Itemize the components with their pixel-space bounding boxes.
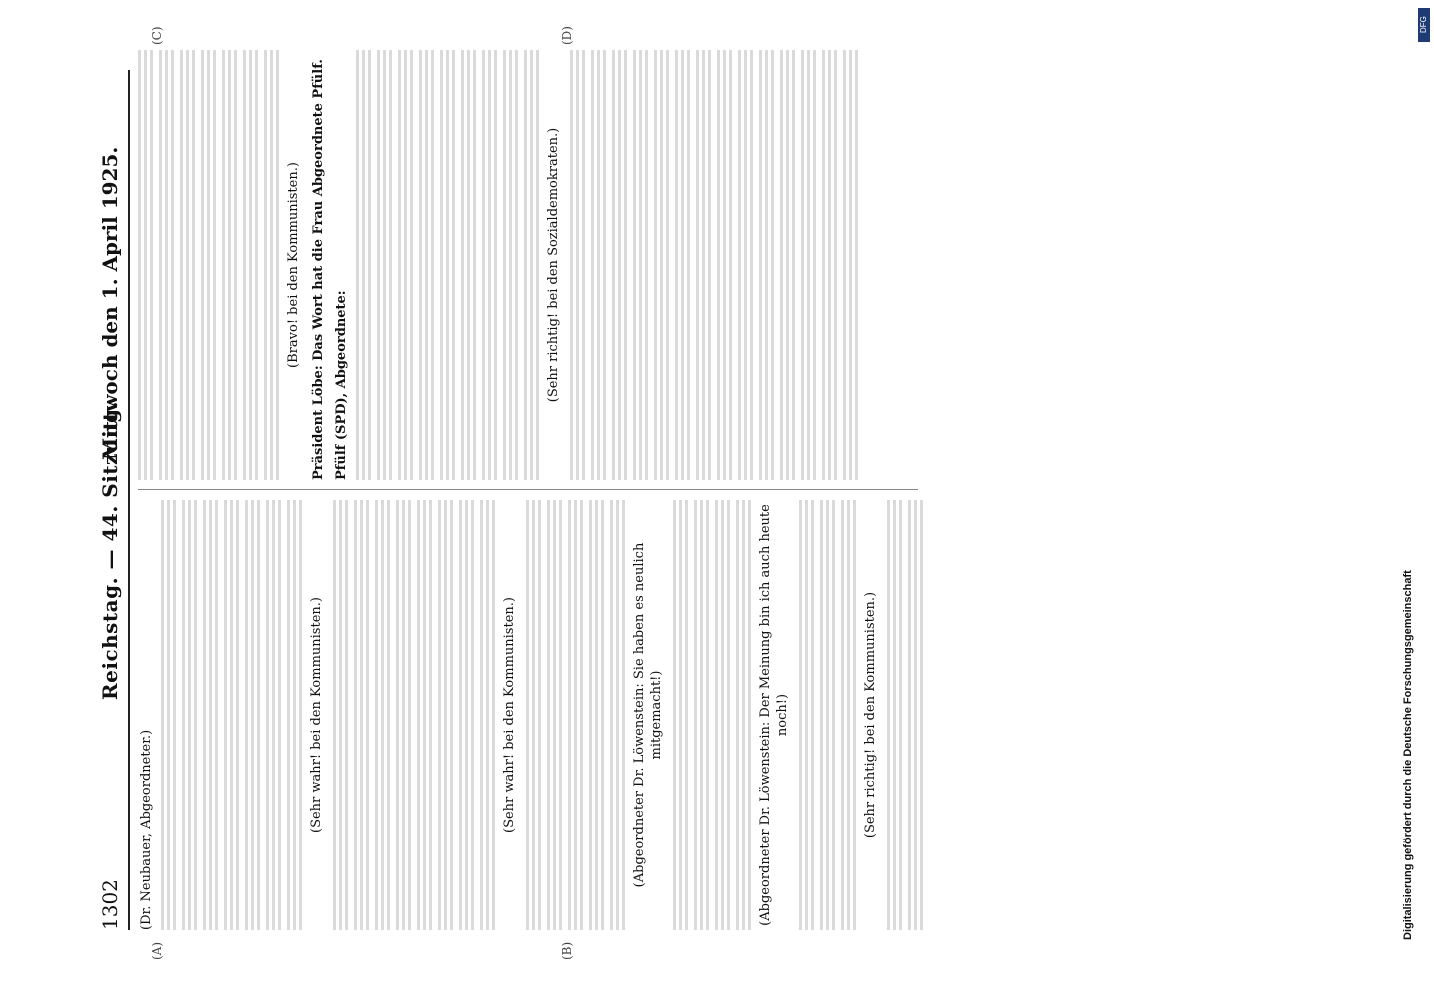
unreadable-text-line (570, 50, 587, 480)
unreadable-text-line (138, 50, 155, 480)
unreadable-text-line (333, 500, 350, 930)
dfg-logo-text: DFG (1419, 16, 1428, 34)
unreadable-text-line (696, 50, 713, 480)
column-divider (138, 489, 918, 490)
unreadable-text-line (222, 50, 239, 480)
unreadable-text-line (822, 50, 839, 480)
unreadable-text-line (654, 50, 671, 480)
unreadable-text-line (715, 500, 732, 930)
unreadable-text-line (736, 500, 753, 930)
unreadable-text-line (547, 500, 564, 930)
unreadable-text-line (694, 500, 711, 930)
unreadable-text-line (266, 500, 283, 930)
unreadable-text-line (633, 50, 650, 480)
unreadable-text-line (589, 500, 606, 930)
unreadable-text-line (908, 500, 925, 930)
page-number: 1302 (98, 879, 122, 930)
unreadable-text-line (799, 500, 816, 930)
speaker-line: Pfülf (SPD), Abgeordnete: (334, 290, 349, 480)
unreadable-text-line (526, 500, 543, 930)
unreadable-text-line (461, 50, 478, 480)
unreadable-text-line (524, 50, 541, 480)
unreadable-text-line (482, 50, 499, 480)
unreadable-text-line (801, 50, 818, 480)
president-line: Präsident Löbe: Das Wort hat die Frau Abgeordnete Pfülf. (311, 59, 326, 480)
interjection: (Sehr richtig! bei den Kommunisten.) (863, 591, 878, 839)
date-head: Mittwoch den 1. April 1925. (98, 146, 122, 460)
unreadable-text-line (717, 50, 734, 480)
unreadable-text-line (612, 50, 629, 480)
unreadable-text-line (287, 500, 304, 930)
dfg-logo (1418, 8, 1430, 42)
unreadable-text-line (356, 50, 373, 480)
unreadable-text-line (419, 50, 436, 480)
unreadable-text-line (161, 500, 178, 930)
interjection: (Sehr richtig! bei den Sozialdemokraten.) (546, 127, 561, 403)
unreadable-text-line (591, 50, 608, 480)
running-head: Reichstag. — 44. Sitzung. (98, 401, 122, 700)
margin-marker-d: (D) (560, 26, 574, 45)
left-column (138, 500, 918, 930)
unreadable-text-line (841, 500, 858, 930)
unreadable-text-line (459, 500, 476, 930)
unreadable-text-line (568, 500, 585, 930)
unreadable-text-line (377, 50, 394, 480)
unreadable-text-line (354, 500, 371, 930)
speaker-line: (Dr. Neubauer, Abgeordneter.) (139, 729, 154, 930)
unreadable-text-line (224, 500, 241, 930)
unreadable-text-line (738, 50, 755, 480)
interjection: (Abgeordneter Dr. Löwenstein: Der Meinung bin ich auch heute noch!) (758, 504, 790, 926)
digitization-credit (1400, 60, 1424, 940)
unreadable-text-line (480, 500, 497, 930)
unreadable-text-line (610, 500, 627, 930)
unreadable-text-line (201, 50, 218, 480)
unreadable-text-line (820, 500, 837, 930)
unreadable-text-line (673, 500, 690, 930)
unreadable-text-line (398, 50, 415, 480)
interjection: (Bravo! bei den Kommunisten.) (286, 162, 301, 368)
unreadable-text-line (264, 50, 281, 480)
unreadable-text-line (417, 500, 434, 930)
unreadable-text-line (245, 500, 262, 930)
unreadable-text-line (843, 50, 860, 480)
unreadable-text-line (243, 50, 260, 480)
unreadable-text-line (675, 50, 692, 480)
unreadable-text-line (503, 50, 520, 480)
unreadable-text-line (780, 50, 797, 480)
unreadable-text-line (438, 500, 455, 930)
header-rule (128, 70, 130, 930)
credit-text: Digitalisierung gefördert durch die Deutsche Forschungsgemeinschaft (1402, 570, 1414, 940)
margin-marker-b: (B) (560, 941, 574, 960)
interjection: (Sehr wahr! bei den Kommunisten.) (502, 597, 517, 833)
interjection: (Sehr wahr! bei den Kommunisten.) (309, 597, 324, 833)
unreadable-text-line (440, 50, 457, 480)
unreadable-text-line (375, 500, 392, 930)
unreadable-text-line (159, 50, 176, 480)
unreadable-text-line (887, 500, 904, 930)
unreadable-text-line (396, 500, 413, 930)
unreadable-text-line (182, 500, 199, 930)
unreadable-text-line (759, 50, 776, 480)
unreadable-text-line (203, 500, 220, 930)
right-column (138, 50, 918, 480)
margin-marker-a: (A) (150, 941, 164, 960)
unreadable-text-line (180, 50, 197, 480)
interjection: (Abgeordneter Dr. Löwenstein: Sie haben es neulich mitgemacht!) (632, 542, 664, 888)
margin-marker-c: (C) (150, 26, 164, 45)
